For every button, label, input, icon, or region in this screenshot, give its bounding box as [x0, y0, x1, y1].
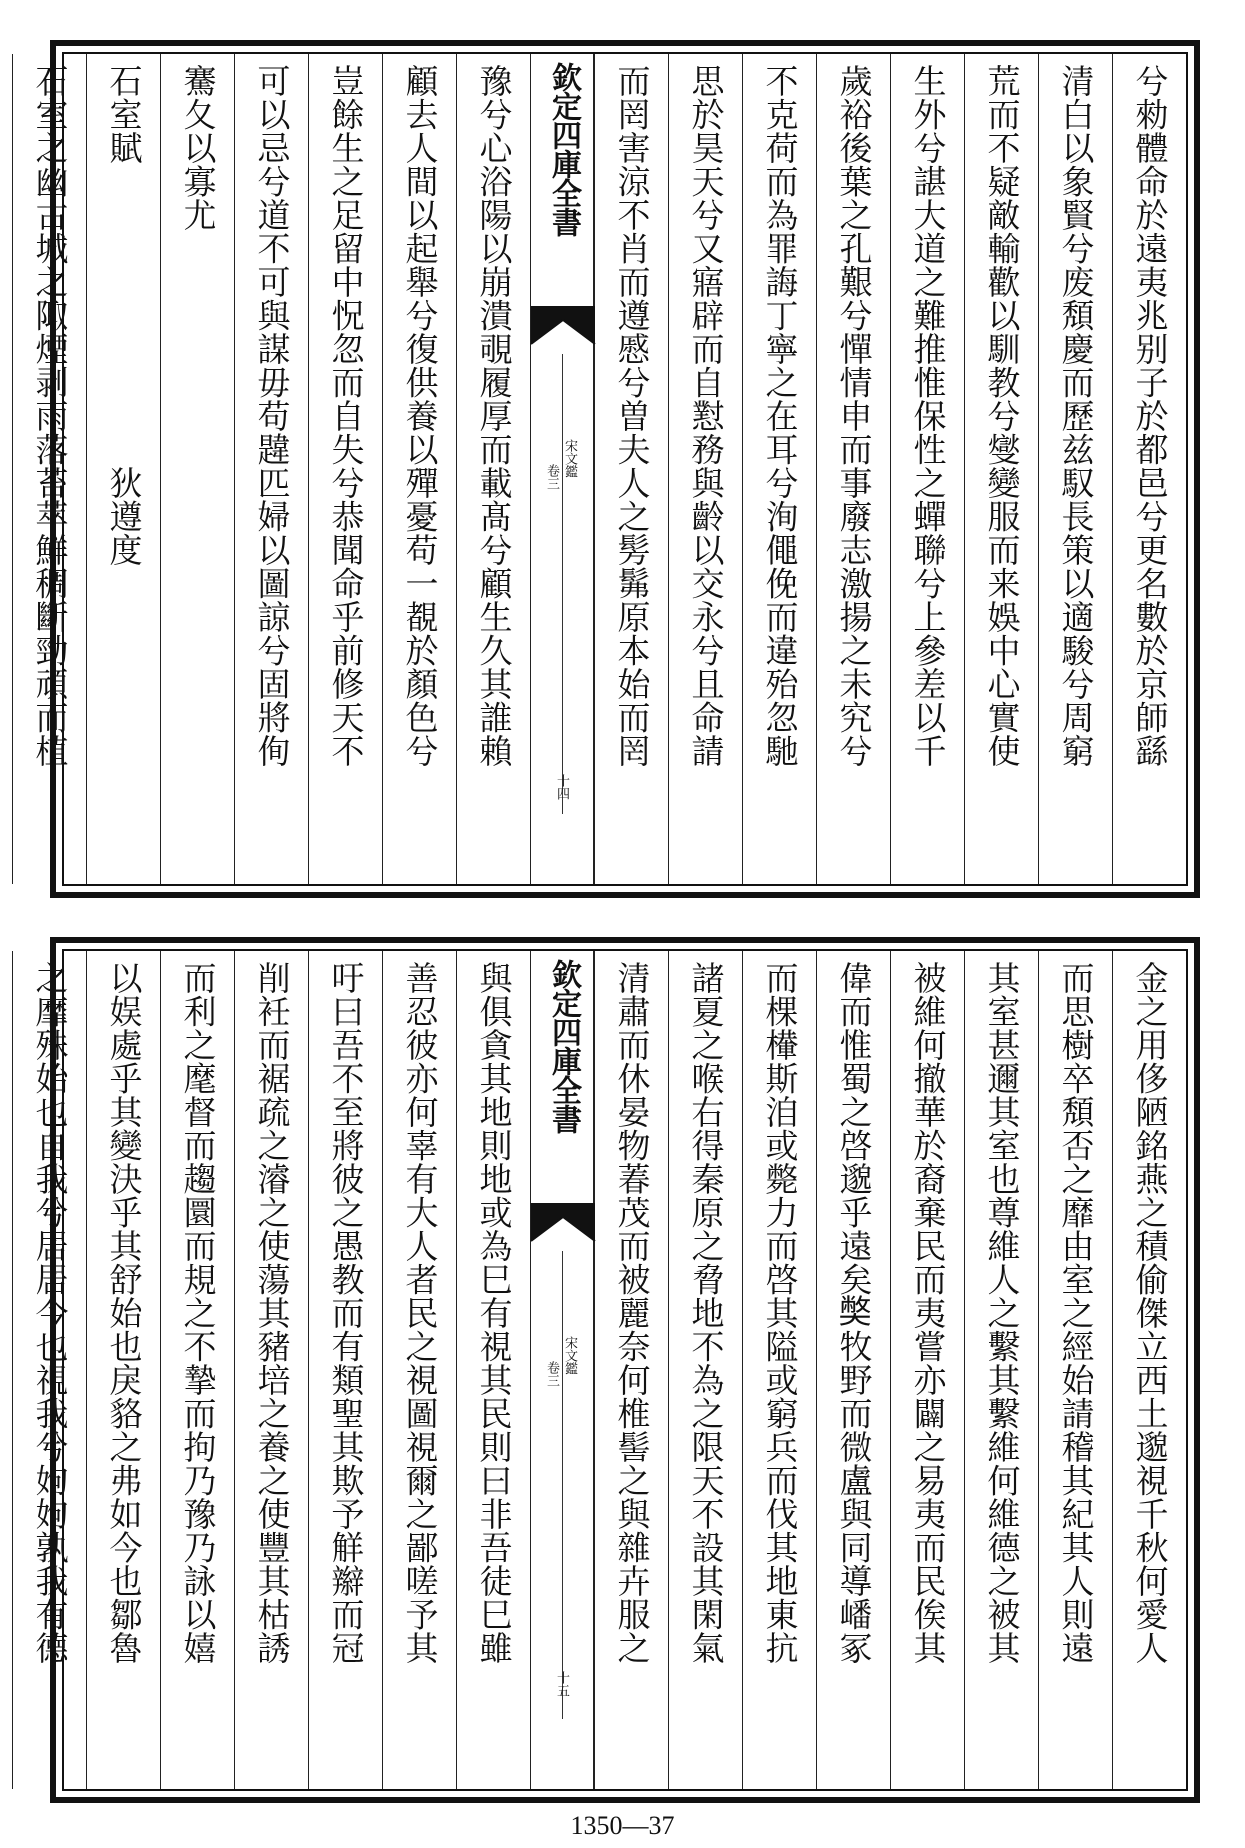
text-column	[456, 951, 530, 1789]
column-text: 石室賦 狄遵度	[104, 64, 144, 567]
page-number: 1350—37	[570, 1811, 675, 1840]
text-column	[12, 54, 86, 884]
text-column	[816, 951, 890, 1789]
center-rule	[562, 354, 563, 814]
text-column	[1038, 951, 1112, 1789]
text-column	[308, 951, 382, 1789]
text-column	[382, 54, 456, 884]
column-text: 不克荷而為罪誨丁寧之在耳兮洵僶俛而違殆忽馳	[760, 64, 800, 768]
bottom-page-frame	[30, 949, 1188, 1791]
column-text	[0, 951, 11, 1789]
column-text: 顧去人間以起舉兮復供養以殫憂苟一覩於顏色兮	[400, 64, 440, 768]
column-text: 荒而不疑敵輸歡以馴教兮燮變服而来娛中心實使	[982, 64, 1022, 768]
fishtail-mark-icon	[531, 1203, 595, 1243]
collection-title: 欽定四庫全書	[546, 959, 581, 1133]
text-column	[308, 54, 382, 884]
text-column	[1112, 54, 1186, 884]
text-column	[160, 951, 234, 1789]
column-text: 思於昊天兮又寤辟而自懟務與齡以交永兮且命請	[686, 64, 726, 768]
column-text: 善忍彼亦何辜有大人者民之視圖視爾之鄙嗟予其	[400, 961, 440, 1665]
column-text: 吁曰吾不至將彼之愚教而有類聖其欺予觧辮而冠	[326, 961, 366, 1665]
text-column	[234, 54, 308, 884]
column-text: 之靡殊始也自我兮居居今也視我兮姁姁孰我有德	[30, 961, 70, 1665]
center-fold-column	[530, 54, 594, 884]
column-text: 而利之麾督而趨圜而規之不摯而拘乃豫乃詠以嬉	[178, 961, 218, 1665]
text-column	[964, 54, 1038, 884]
folio-number: 十五	[554, 1671, 569, 1697]
column-text: 與俱貪其地則地或為巳有視其民則曰非吾徒巳雖	[474, 961, 514, 1665]
center-rule	[562, 1251, 563, 1719]
column-text: 諸夏之喉右得秦原之脅地不為之限天不設其閑氣	[686, 961, 726, 1665]
center-fold-column	[530, 951, 594, 1789]
text-column	[160, 54, 234, 884]
text-column	[890, 54, 964, 884]
volume-label: 卷三	[544, 464, 559, 490]
column-text: 生外兮諶大道之難推惟保性之蟬聯兮上參差以千	[908, 64, 948, 768]
text-column	[594, 54, 668, 884]
text-column	[234, 951, 308, 1789]
column-text: 被維何撤華於裔棄民而夷嘗亦闢之易夷而民俟其	[908, 961, 948, 1665]
column-text: 而棵檋斯洎或斃力而啓其隘或窮兵而伐其地東抗	[760, 961, 800, 1665]
column-text: 以娱處乎其變決乎其舒始也戾貉之弗如今也鄒魯	[104, 961, 144, 1665]
column-text: 歲裕後葉之孔艱兮憚情申而事廢志激揚之未究兮	[834, 64, 874, 768]
text-column	[456, 54, 530, 884]
column-text: 削衽而裾疏之濬之使蕩其豬培之養之使豐其枯誘	[252, 961, 292, 1665]
folio-number: 十四	[554, 774, 569, 800]
fishtail-mark-icon	[531, 306, 595, 346]
text-column	[964, 951, 1038, 1789]
column-text	[0, 54, 11, 884]
text-column	[86, 951, 160, 1789]
column-text: 豈餘生之足留中怳忽而自失兮恭聞命乎前修天不	[326, 64, 366, 768]
text-column	[594, 951, 668, 1789]
text-column	[668, 54, 742, 884]
column-text: 清肅而休晏物萶茂而被麗奈何椎髻之與雜卉服之	[612, 961, 652, 1665]
text-column	[1112, 951, 1186, 1789]
column-text: 其室甚邇其室也尊維人之繫其繫維何維德之被其	[982, 961, 1022, 1665]
text-column	[86, 54, 160, 884]
text-column	[382, 951, 456, 1789]
column-text: 可以忌兮道不可與謀毋苟韙匹婦以圖諒兮固將侚	[252, 64, 292, 768]
column-text: 偉而惟蜀之啓邈乎遠矣𡚁牧野而微盧與同導嶓冢	[834, 961, 874, 1665]
text-column	[890, 951, 964, 1789]
top-page-frame	[30, 52, 1188, 886]
text-column	[816, 54, 890, 884]
top-page	[30, 40, 1200, 898]
column-text: 騫夂以寡尤	[178, 64, 218, 232]
text-column	[742, 54, 816, 884]
book-title: 宋文鑑	[562, 439, 577, 478]
text-column	[1038, 54, 1112, 884]
text-column	[0, 951, 12, 1789]
text-column	[668, 951, 742, 1789]
text-column	[12, 951, 86, 1789]
collection-title: 欽定四庫全書	[546, 62, 581, 236]
column-text: 而罔害涼不肖而遵慼兮曽夫人之髣髴原本始而罔	[612, 64, 652, 768]
column-text: 兮勑體命於遠夷兆别子於都邑兮更名數於京師繇	[1130, 64, 1170, 768]
text-column	[742, 951, 816, 1789]
column-text: 豫兮心浴陽以崩潰覗履厚而載髙兮顧生久其誰賴	[474, 64, 514, 768]
book-title: 宋文鑑	[562, 1336, 577, 1375]
volume-label: 卷三	[544, 1361, 559, 1387]
bottom-page	[30, 937, 1200, 1803]
column-text: 石室之幽古城之陬煙剥雨落苔萃鮮稠斷勁頑而植	[30, 64, 70, 768]
text-column	[0, 54, 12, 884]
column-text: 金之用侈陋銘燕之積偷傑立西土邈視千秋何愛人	[1130, 961, 1170, 1665]
column-text: 而思樹卒頽否之靡由室之經始請稽其紀其人則遠	[1056, 961, 1096, 1665]
column-text: 清白以象賢兮废頽慶而歷兹馭長策以適駿兮周窮	[1056, 64, 1096, 768]
